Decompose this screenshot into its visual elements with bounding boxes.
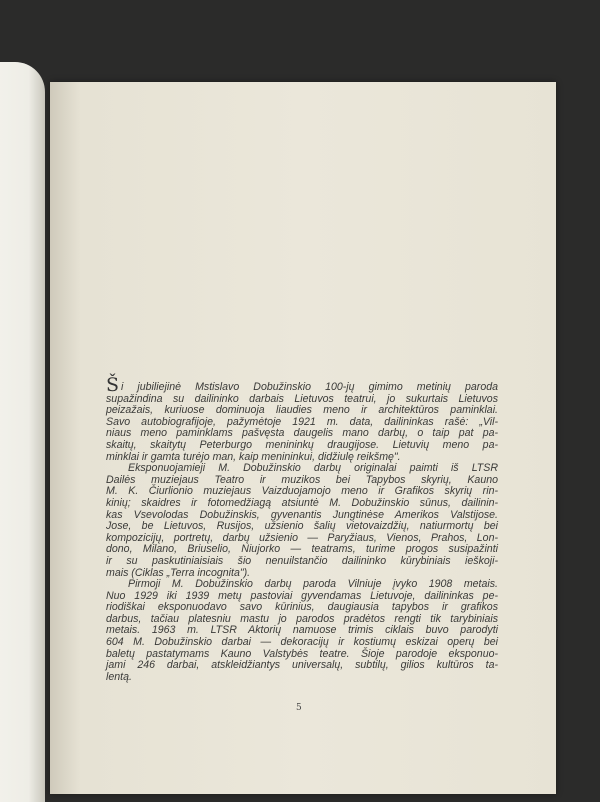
text-line: peizažais, kuriuose dominuoja liaudies meno ir architektūros paminklai. [106, 404, 498, 417]
text-line: baletų pastatymams Kauno Valstybės teatre. Šioje parodoje eksponuo- [106, 647, 498, 660]
text-line: lentą. [106, 670, 132, 683]
text-line: Nuo 1929 iki 1939 metų pastoviai gyvendamas Lietuvoje, dailininkas pe- [106, 589, 498, 602]
text-line: Savo autobiografijoje, pažymėtoje 1921 m. data, dailininkas rašė: „Vil- [106, 415, 498, 428]
paragraph-1 [106, 382, 498, 463]
paragraph-3 [106, 579, 498, 683]
drop-cap: Š [106, 374, 120, 396]
body-text [106, 374, 498, 683]
text-line: Eksponuojamieji M. Dobužinskio darbų originalai paimti iš LTSR [128, 462, 498, 475]
text-line: jami 246 darbai, atskleidžiantys universalų, subtilų, gilios kultūros ta- [106, 659, 498, 672]
text-line: kas Vsevolodas Dobužinskis, gyvenantis Jungtinėse Amerikos Valstijose. [106, 508, 498, 521]
text-line: dono, Milano, Briuselio, Niujorko — teatrams, turime progos susipažinti [106, 543, 498, 556]
text-line: kompozicijų, portretų, darbų užsienio — Paryžiaus, Vienos, Prahos, Lon- [106, 531, 498, 544]
text-line: minklai ir gamta turėjo man, kaip menininkui, didžiulę reikšmę". [106, 450, 401, 463]
text-line: riodiškai eksponuodavo savo kūrinius, daugiausia tapybos ir grafikos [106, 601, 498, 614]
page-number: 5 [296, 703, 302, 713]
text-line: ir su paskutiniaisiais šio nenuilstančio dailininko kūrybiniais ieškoji- [106, 554, 498, 567]
text-line: Pirmoji M. Dobužinskio darbų paroda Vilniuje įvyko 1908 metais. [128, 578, 498, 591]
text-line: darbus, tačiau platesniu mastu jo parodos pradėtos rengti tik tarybiniais [106, 612, 498, 625]
text-line: Dailės muziejaus Teatro ir muzikos bei Tapybos skyrių, Kauno [106, 473, 498, 486]
text-line: mais (Ciklas „Terra incognita"). [106, 566, 251, 579]
text-line: Jose, be Lietuvos, Rusijos, užsienio šalių vietovaizdžių, natiurmortų bei [106, 520, 498, 533]
text-line: skaitų, skaitytų Peterburgo menininkų draugijose. Lietuvių meno pa- [106, 438, 498, 451]
text-line: metais. 1963 m. LTSR Aktorių namuose trimis ciklais buvo parodyti [106, 624, 498, 637]
text-line: 604 M. Dobužinskio darbai — dekoracijų ir kostiumų eskizai operų bei [106, 636, 498, 649]
text-line: niaus meno paminklams pašvęsta daugelis mano darbų, o taip pat pa- [106, 427, 498, 440]
paragraph-2 [106, 463, 498, 579]
text-line: kinių; skaidres ir fotomedžiagą atsiuntė M. Dobužinskio sūnus, dailinin- [106, 496, 498, 509]
text-line: i jubiliejinė Mstislavo Dobužinskio 100-jų gimimo metinių paroda [121, 381, 498, 393]
text-line: supažindina su dailininko darbais Lietuvos teatrui, jo sukurtais Lietuvos [106, 392, 498, 405]
facing-page-edge [0, 62, 45, 802]
text-line: M. K. Čiurlionio muziejaus Vaizduojamojo meno ir Grafikos skyrių rin- [106, 485, 498, 498]
